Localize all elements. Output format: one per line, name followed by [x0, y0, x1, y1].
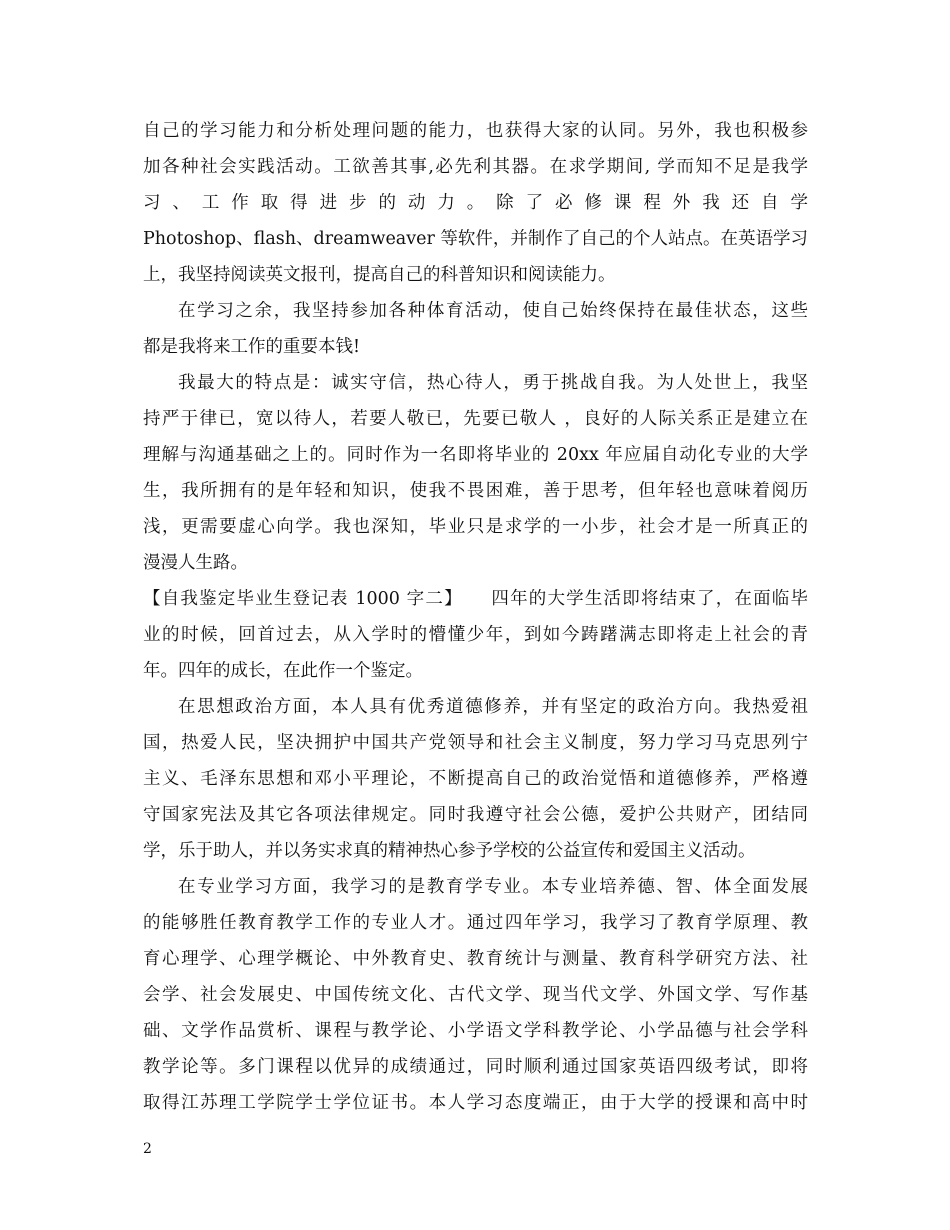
text-line: 业的时候，回首过去，从入学时的懵懂少年，到如今踌躇满志即将走上社会的青 — [143, 625, 808, 645]
text-line: 教学论等。多门课程以优异的成绩通过，同时顺利通过国家英语四级考试，即将 — [143, 1057, 808, 1077]
text-line: 漫漫人生路。 — [143, 553, 248, 573]
text-line: 加各种社会实践活动。工欲善其事,必先利其器。在求学期间, 学而知不足是我学 — [143, 157, 808, 177]
paragraph-first-line: 在学习之余，我坚持参加各种体育活动，使自己始终保持在最佳状态，这些 — [178, 301, 808, 321]
page-number: 2 — [143, 1141, 152, 1157]
text-line: 主义、毛泽东思想和邓小平理论，不断提高自己的政治觉悟和道德修养，严格遵 — [143, 769, 808, 789]
section-heading-line: 【自我鉴定毕业生登记表 1000 字二】 四年的大学生活即将结束了，在面临毕 — [143, 589, 808, 609]
text-line: 会学、社会发展史、中国传统文化、古代文学、现当代文学、外国文学、写作基 — [143, 985, 808, 1005]
text-line: 浅，更需要虚心向学。我也深知，毕业只是求学的一小步，社会才是一所真正的 — [143, 517, 808, 537]
text-line: 础、文学作品赏析、课程与教学论、小学语文学科教学论、小学品德与社会学科 — [143, 1021, 808, 1041]
text-line: 生，我所拥有的是年轻和知识，使我不畏困难，善于思考，但年轻也意味着阅历 — [143, 481, 808, 501]
text-line: 持严于律已，宽以待人，若要人敬已，先要已敬人 ，良好的人际关系正是建立在 — [143, 409, 808, 429]
text-line: 国，热爱人民，坚决拥护中国共产党领导和社会主义制度，努力学习马克思列宁 — [143, 733, 808, 753]
text-line: Photoshop、flash、dreamweaver 等软件，并制作了自己的个人站点。在英语学习 — [143, 229, 808, 249]
text-line: 习 、 工 作 取 得 进 步 的 动 力 。 除 了 必 修 课 程 外 我 还 自 学 — [143, 193, 808, 213]
text-line: 理解与沟通基础之上的。同时作为一名即将毕业的 20xx 年应届自动化专业的大学 — [143, 445, 808, 465]
text-line: 学，乐于助人，并以务实求真的精神热心参予学校的公益宣传和爱国主义活动。 — [143, 841, 756, 861]
paragraph-first-line: 我最大的特点是：诚实守信，热心待人，勇于挑战自我。为人处世上，我坚 — [178, 373, 808, 393]
paragraph-first-line: 在专业学习方面，我学习的是教育学专业。本专业培养德、智、体全面发展 — [178, 877, 808, 897]
text-line: 育心理学、心理学概论、中外教育史、教育统计与测量、教育科学研究方法、社 — [143, 949, 808, 969]
text-line: 年。四年的成长，在此作一个鉴定。 — [143, 661, 423, 681]
text-line: 都是我将来工作的重要本钱! — [143, 337, 361, 357]
paragraph-first-line: 在思想政治方面，本人具有优秀道德修养，并有坚定的政治方向。我热爱祖 — [178, 697, 808, 717]
text-line: 的能够胜任教育教学工作的专业人才。通过四年学习，我学习了教育学原理、教 — [143, 913, 808, 933]
text-line: 自己的学习能力和分析处理问题的能力，也获得大家的认同。另外，我也积极参 — [143, 121, 808, 141]
text-line: 守国家宪法及其它各项法律规定。同时我遵守社会公德，爱护公共财产，团结同 — [143, 805, 808, 825]
text-line: 取得江苏理工学院学士学位证书。本人学习态度端正，由于大学的授课和高中时 — [143, 1093, 808, 1113]
text-line: 上，我坚持阅读英文报刊，提高自己的科普知识和阅读能力。 — [143, 265, 616, 285]
